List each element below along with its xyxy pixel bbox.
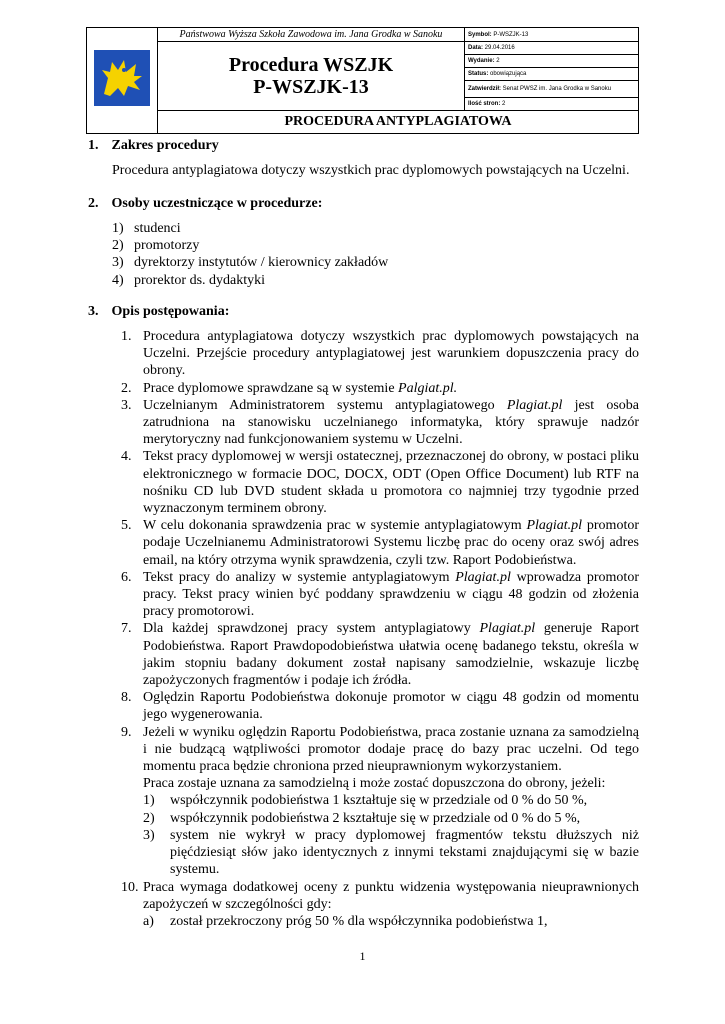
list-item: 2. Prace dyplomowe sprawdzane są w systemie Palgiat.pl. — [121, 380, 458, 396]
section-heading-scope: 1. Zakres procedury — [88, 138, 219, 153]
list-item: 2) promotorzy — [112, 238, 200, 254]
list-item: 9. Jeżeli w wyniku oględzin Raportu Podobieństwa, praca zostanie uznana za samodzielną i nie budzącą wątpliwości promotor dodaje pracę do bazy prac uczelni. Od tego momentu praca będzie chroniona przed nieuprawnionym wykorzystaniem. Praca zostaje uznana za samodzielną i może zostać dopuszczona do obrony, jeżeli: 1) współczynnik podobieństwa 1 kształtuje się w przedziale od 0 % do 50 %, 2) współczynnik podobieństwa 2 kształtuje się w przedziale od 0 % do 5 %, 3) system nie wykrył w pracy dyplomowej fragmentów tekstu dłuższych niż pięćdziesiąt słów jako identycznych z innymi tekstami znajdującymi się w bazie systemu. — [121, 724, 639, 878]
university-name: Państwowa Wyższa Szkoła Zawodowa im. Jana Grodka w Sanoku — [158, 28, 465, 42]
procedure-name: PROCEDURA ANTYPLAGIATOWA — [158, 111, 639, 134]
list-item: 1) studenci — [112, 221, 181, 236]
page-number: 1 — [359, 949, 366, 963]
meta-status: Status: obowiązująca — [465, 68, 639, 81]
meta-symbol: Symbol: P-WSZJK-13 — [465, 28, 639, 42]
list-item: 4. Tekst pracy dyplomowej w wersji ostatecznej, przeznaczonej do obrony, w postaci pliku elektronicznego w formacie DOC, DOCX, ODT (Open Office Document) lub RTF na nośniku CD lub DVD student składa u promotora co najmniej trzy tygodnie przed wyznaczonym terminem obrony. — [121, 449, 639, 517]
list-item: 5. W celu dokonania sprawdzenia prac w systemie antyplagiatowym Plagiat.pl promotor podaje Uczelnianemu Administratorowi Systemu liczbę prac do oceny oraz swój adres email, na który otrzyma wynik sprawdzenia, czyli tzw. Raport Podobieństwa. — [121, 518, 639, 568]
procedure-title: Procedura WSZJK P-WSZJK-13 — [158, 42, 465, 111]
university-logo — [87, 28, 158, 134]
section-heading-participants: 2. Osoby uczestniczące w procedurze: — [88, 196, 323, 211]
procedure-steps-list — [121, 328, 639, 930]
list-item: 3) dyrektorzy instytutów / kierownicy zakładów — [112, 255, 389, 271]
scope-text: Procedura antyplagiatowa dotyczy wszystkich prac dyplomowych powstających na Uczelni. — [112, 163, 630, 178]
list-item: 3. Uczelnianym Administratorem systemu antyplagiatowego Plagiat.pl jest osoba zatrudniona na stanowisku uczelnianego informatyka, który sprawuje nadzór merytoryczny nad funkcjonowaniem systemu w Uczelni. — [121, 397, 639, 448]
meta-date: Data: 29.04.2016 — [465, 42, 639, 55]
list-item: 4) prorektor ds. dydaktyki — [112, 272, 266, 288]
document-header — [86, 27, 639, 134]
list-item: 2) współczynnik podobieństwa 2 kształtuje się w przedziale od 0 % do 5 %, — [143, 810, 581, 826]
meta-approved: Zatwierdził: Senat PWSZ im. Jana Grodka w Sanoku — [465, 81, 639, 98]
section-heading-procedure: 3. Opis postępowania: — [88, 304, 230, 319]
list-item: 8. Oględzin Raportu Podobieństwa dokonuje promotor w ciągu 48 godzin od momentu jego wygenerowania. — [121, 690, 639, 723]
meta-pages: Ilość stron: 2 — [465, 98, 639, 111]
list-item: a) został przekroczony próg 50 % dla współczynnika podobieństwa 1, — [143, 913, 548, 929]
list-item: 3) system nie wykrył w pracy dyplomowej fragmentów tekstu dłuższych niż pięćdziesiąt słów jako identycznych z innymi tekstami znajdującymi się w bazie systemu. — [143, 827, 639, 878]
list-item: 1) współczynnik podobieństwa 1 kształtuje się w przedziale od 0 % do 50 %, — [143, 793, 588, 809]
list-item: 6. Tekst pracy do analizy w systemie antyplagiatowym Plagiat.pl wprowadza promotor pracy. Tekst pracy winien być poddany sprawdzeniu w ciągu 48 godzin od złożenia pracy promotorowi. — [121, 569, 639, 620]
meta-edition: Wydanie: 2 — [465, 55, 639, 68]
list-item: 7. Dla każdej sprawdzonej pracy system antyplagiatowy Plagiat.pl generuje Raport Podobieństwa. Raport Prawdopodobieństwa ułatwia ocenę badanego tekstu, określa w jakim stopniu badany dokument został napisany samodzielnie, wskazuje liczbę zapożyczonych fragmentów i podaje ich źródła. — [121, 621, 639, 689]
participants-list — [112, 220, 614, 289]
list-item: 10. Praca wymaga dodatkowej oceny z punktu widzenia występowania nieuprawnionych zapożyczeń w szczególności gdy: a) został przekroczony próg 50 % dla współczynnika podobieństwa 1, — [121, 879, 639, 929]
eagle-logo-icon — [94, 50, 150, 106]
list-item: 1. Procedura antyplagiatowa dotyczy wszystkich prac dyplomowych powstających na Uczelni. Przejście procedury antyplagiatowej jest warunkiem dopuszczenia pracy do obrony. — [121, 329, 639, 379]
